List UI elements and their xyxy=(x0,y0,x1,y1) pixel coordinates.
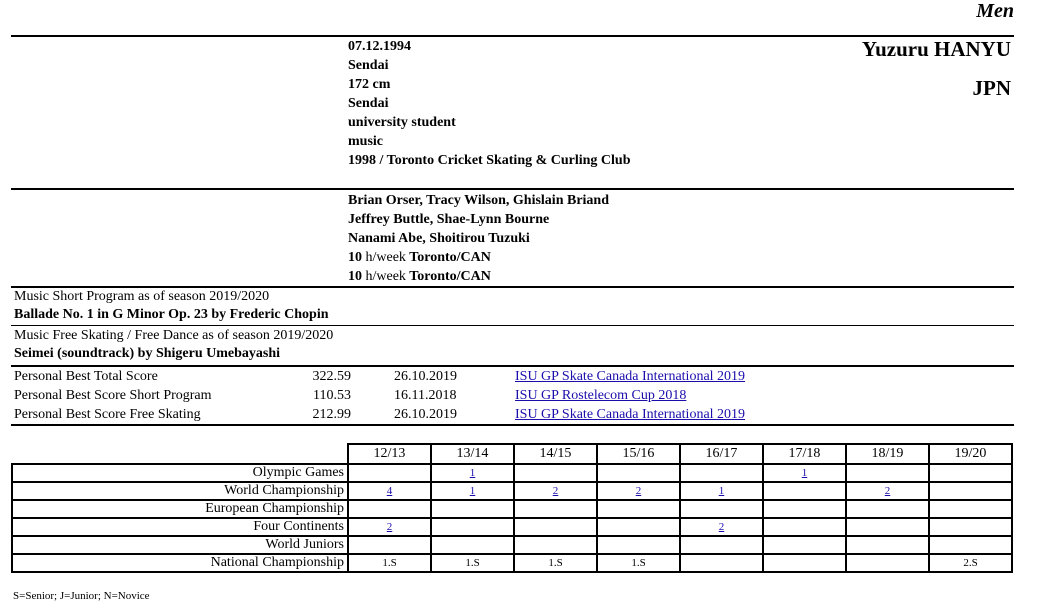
personal-best-date: 26.10.2019 xyxy=(394,369,457,384)
result-cell xyxy=(846,518,929,536)
divider xyxy=(11,325,1014,326)
result-cell xyxy=(514,500,597,518)
season-header: 13/14 xyxy=(431,444,514,464)
result-cell xyxy=(680,554,763,572)
result-cell xyxy=(680,536,763,554)
personal-best-row xyxy=(14,405,1014,424)
bio-value: music xyxy=(348,134,383,149)
result-cell xyxy=(348,500,431,518)
personal-best-date: 16.11.2018 xyxy=(394,388,457,403)
result-cell xyxy=(431,482,514,500)
personal-best-row xyxy=(14,386,1014,405)
result-cell xyxy=(431,518,514,536)
divider xyxy=(11,188,1014,190)
practice-unit: h/week xyxy=(365,250,406,265)
personal-best-label: Personal Best Total Score xyxy=(14,369,158,384)
result-placement-link[interactable]: 1 xyxy=(801,467,808,479)
result-cell xyxy=(846,464,929,482)
personal-best-label: Personal Best Score Free Skating xyxy=(14,407,201,422)
competition-label: World Championship xyxy=(12,482,348,500)
results-row xyxy=(12,500,1012,518)
season-header: 15/16 xyxy=(597,444,680,464)
result-placement-link[interactable]: 2 xyxy=(884,485,891,497)
result-cell xyxy=(763,464,846,482)
result-cell xyxy=(348,518,431,536)
coaching-value: Jeffrey Buttle, Shae-Lynn Bourne xyxy=(348,212,550,227)
results-row xyxy=(12,482,1012,500)
result-cell xyxy=(763,518,846,536)
result-cell xyxy=(929,500,1012,518)
divider xyxy=(11,424,1014,426)
practice-unit: h/week xyxy=(365,269,406,284)
competition-label: Four Continents xyxy=(12,518,348,536)
divider xyxy=(11,35,1014,37)
result-placement: 2.S xyxy=(963,557,978,569)
divider xyxy=(11,286,1014,288)
footnote: S=Senior; J=Junior; N=Novice xyxy=(13,590,150,602)
results-row xyxy=(12,554,1012,572)
competition-label: World Juniors xyxy=(12,536,348,554)
practice-value xyxy=(348,248,491,267)
competition-label: European Championship xyxy=(12,500,348,518)
season-header: 17/18 xyxy=(763,444,846,464)
coaching-value: Brian Orser, Tracy Wilson, Ghislain Briand xyxy=(348,193,609,208)
result-cell xyxy=(348,554,431,572)
season-header: 19/20 xyxy=(929,444,1012,464)
results-table xyxy=(11,443,1013,573)
result-cell xyxy=(763,500,846,518)
result-cell xyxy=(680,464,763,482)
result-placement: 1.S xyxy=(465,557,480,569)
result-cell xyxy=(846,554,929,572)
personal-best-score: 110.53 xyxy=(313,388,351,403)
result-cell xyxy=(348,464,431,482)
result-cell xyxy=(680,482,763,500)
result-cell xyxy=(846,500,929,518)
personal-best-date: 26.10.2019 xyxy=(394,407,457,422)
result-placement-link[interactable]: 4 xyxy=(386,485,393,497)
result-cell xyxy=(597,518,680,536)
result-cell xyxy=(846,536,929,554)
result-cell xyxy=(929,464,1012,482)
result-cell xyxy=(680,500,763,518)
result-placement-link[interactable]: 1 xyxy=(718,485,725,497)
result-cell xyxy=(597,482,680,500)
practice-hours: 10 xyxy=(348,250,362,265)
result-cell xyxy=(929,518,1012,536)
result-cell xyxy=(763,554,846,572)
bio-value: Sendai xyxy=(348,58,389,73)
competition-label: National Championship xyxy=(12,554,348,572)
category-title: Men xyxy=(976,0,1014,22)
result-placement: 1.S xyxy=(382,557,397,569)
result-cell xyxy=(763,482,846,500)
practice-location: Toronto/CAN xyxy=(409,250,491,265)
result-cell xyxy=(514,482,597,500)
results-corner xyxy=(12,444,348,464)
result-cell xyxy=(929,554,1012,572)
season-header: 12/13 xyxy=(348,444,431,464)
bio-value: Sendai xyxy=(348,96,389,111)
result-placement-link[interactable]: 2 xyxy=(552,485,559,497)
result-placement-link[interactable]: 2 xyxy=(635,485,642,497)
season-header: 16/17 xyxy=(680,444,763,464)
personal-best-label: Personal Best Score Short Program xyxy=(14,388,212,403)
result-placement-link[interactable]: 2 xyxy=(386,521,393,533)
result-cell xyxy=(514,554,597,572)
result-cell xyxy=(763,536,846,554)
result-cell xyxy=(348,536,431,554)
free-skating-music-title: Music Free Skating / Free Dance as of season 2019/2020 xyxy=(14,328,334,343)
personal-best-score: 212.99 xyxy=(312,407,351,422)
result-cell xyxy=(597,554,680,572)
result-cell xyxy=(597,500,680,518)
result-cell xyxy=(514,518,597,536)
athlete-name: Yuzuru HANYU xyxy=(861,37,1011,61)
result-cell xyxy=(680,518,763,536)
bio-value: 07.12.1994 xyxy=(348,39,411,54)
personal-best-row xyxy=(14,367,1014,386)
bio-value: university student xyxy=(348,115,456,130)
result-cell xyxy=(431,536,514,554)
short-program-music-piece: Ballade No. 1 in G Minor Op. 23 by Frederic Chopin xyxy=(14,307,329,322)
result-cell xyxy=(514,464,597,482)
result-cell xyxy=(597,464,680,482)
result-placement-link[interactable]: 2 xyxy=(718,521,725,533)
result-cell xyxy=(431,500,514,518)
personal-best-event-link[interactable]: ISU GP Skate Canada International 2019 xyxy=(515,407,746,422)
bio-value: 172 cm xyxy=(348,77,391,92)
result-cell xyxy=(431,464,514,482)
bio-value: 1998 / Toronto Cricket Skating & Curling Club xyxy=(348,153,631,168)
competition-label: Olympic Games xyxy=(12,464,348,482)
season-header: 14/15 xyxy=(514,444,597,464)
season-header: 18/19 xyxy=(846,444,929,464)
results-row xyxy=(12,464,1012,482)
personal-best-event-link[interactable]: ISU GP Rostelecom Cup 2018 xyxy=(515,388,687,403)
result-placement-link[interactable]: 1 xyxy=(469,467,476,479)
results-row xyxy=(12,536,1012,554)
personal-best-score: 322.59 xyxy=(312,369,351,384)
personal-best-event-link[interactable]: ISU GP Skate Canada International 2019 xyxy=(515,369,746,384)
coaching-value: Nanami Abe, Shoitirou Tuzuki xyxy=(348,231,530,246)
result-cell xyxy=(929,482,1012,500)
result-placement: 1.S xyxy=(631,557,646,569)
result-cell xyxy=(597,536,680,554)
practice-value xyxy=(348,267,491,286)
result-cell xyxy=(929,536,1012,554)
result-cell xyxy=(348,482,431,500)
practice-location: Toronto/CAN xyxy=(409,269,491,284)
result-cell xyxy=(846,482,929,500)
result-placement: 1.S xyxy=(548,557,563,569)
nation-code: JPN xyxy=(972,76,1011,100)
results-row xyxy=(12,518,1012,536)
short-program-music-title: Music Short Program as of season 2019/2020 xyxy=(14,289,270,304)
practice-hours: 10 xyxy=(348,269,362,284)
free-skating-music-piece: Seimei (soundtrack) by Shigeru Umebayashi xyxy=(14,346,281,361)
result-placement-link[interactable]: 1 xyxy=(469,485,476,497)
result-cell xyxy=(514,536,597,554)
result-cell xyxy=(431,554,514,572)
results-header-row xyxy=(12,444,1012,464)
